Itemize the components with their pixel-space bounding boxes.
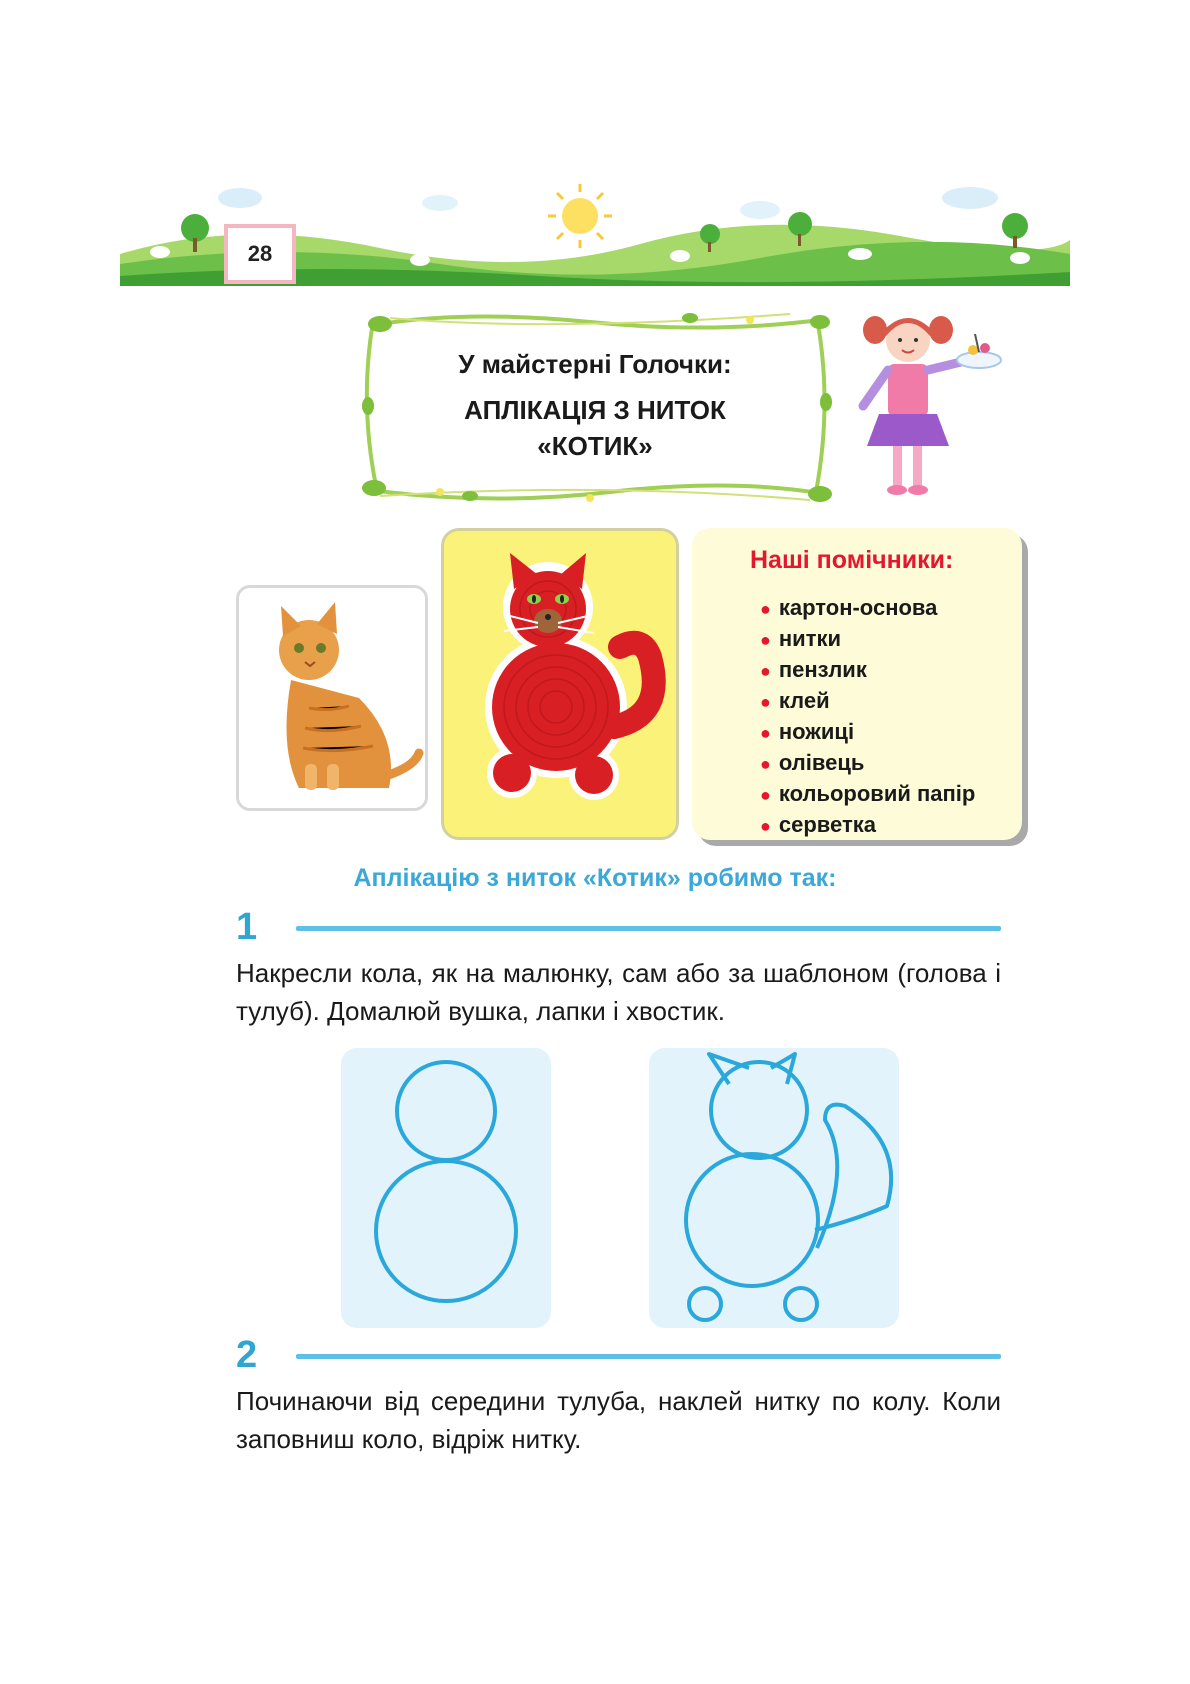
page-number-badge	[224, 224, 296, 284]
list-item: ● нитки	[760, 626, 841, 651]
list-item: ● картон-основа	[760, 595, 938, 620]
step-1-text: Накресли кола, як на малюнку, сам або за шаблоном (голова і тулуб). Домалюй вушка, лапки і хвостик.	[236, 958, 1001, 1026]
cat-photo	[236, 585, 428, 811]
list-item: ● серветка	[760, 812, 876, 837]
title-line-2: АПЛІКАЦІЯ З НИТОК	[464, 395, 726, 425]
bullet-icon: ●	[760, 692, 771, 712]
page-number: 28	[228, 228, 292, 280]
thread-cat-craft	[441, 528, 679, 840]
materials-card	[692, 528, 1022, 840]
list-item: ● кольоровий папір	[760, 781, 976, 806]
bullet-icon: ●	[760, 816, 771, 836]
circles-diagram	[341, 1048, 551, 1328]
step-1-number: 1	[236, 906, 258, 948]
list-item: ● ножиці	[760, 719, 855, 744]
title-line-1: У майстерні Голочки:	[458, 349, 732, 379]
cat-outline-diagram	[649, 1048, 899, 1328]
bullet-icon: ●	[760, 599, 771, 619]
step-2-divider	[296, 1354, 1001, 1359]
step-1-divider	[296, 926, 1001, 931]
list-item: ● пензлик	[760, 657, 867, 682]
bullet-icon: ●	[760, 785, 771, 805]
lesson-title	[350, 346, 840, 464]
steps-heading: Аплікацію з ниток «Котик» робимо так:	[353, 864, 837, 892]
step-2-number: 2	[236, 1334, 258, 1376]
bullet-icon: ●	[760, 754, 771, 774]
materials-title: Наші помічники:	[750, 546, 954, 574]
title-line-3: «КОТИК»	[537, 431, 653, 461]
materials-list	[760, 593, 1002, 841]
list-item: ● олівець	[760, 750, 865, 775]
bullet-icon: ●	[760, 661, 771, 681]
girl-illustration	[855, 310, 1005, 500]
sun-icon	[548, 184, 612, 248]
step-2-text: Починаючи від середини тулуба, наклей нитку по колу. Коли заповниш коло, відріж нитку.	[236, 1386, 1001, 1454]
bullet-icon: ●	[760, 630, 771, 650]
bullet-icon: ●	[760, 723, 771, 743]
list-item: ● клей	[760, 688, 830, 713]
